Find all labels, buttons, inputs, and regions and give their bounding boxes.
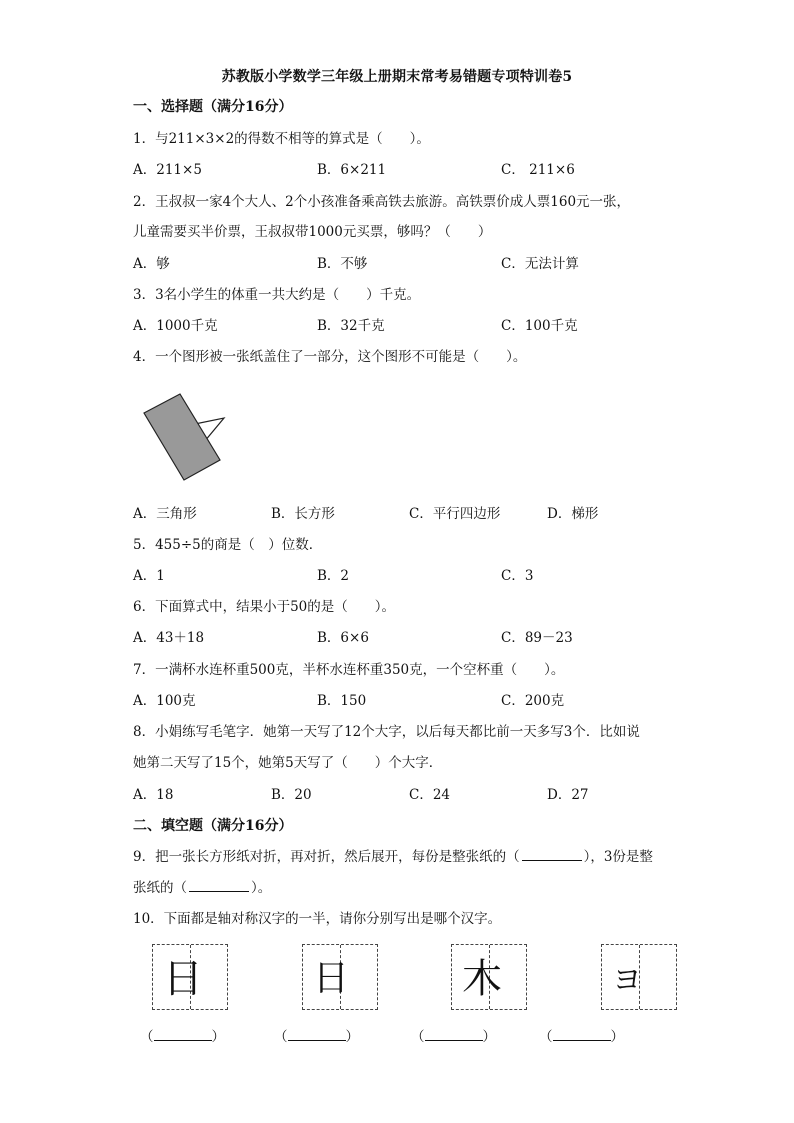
section-heading-fill: 二、填空题（满分16分） bbox=[133, 818, 293, 834]
paren-close: ） bbox=[610, 1029, 624, 1045]
answer-blank-4[interactable] bbox=[539, 1025, 624, 1045]
question-7: 7．一满杯水连杯重500克，半杯水连杯重350克，一个空杯重（ ）。 bbox=[133, 662, 565, 678]
question-3: 3．3名小学生的体重一共大约是（ ）千克。 bbox=[133, 287, 421, 303]
q3-option-b[interactable]: B．32千克 bbox=[317, 318, 385, 334]
paren-close: ） bbox=[482, 1029, 496, 1045]
q4-option-b[interactable]: B．长方形 bbox=[271, 506, 335, 522]
q8-option-d[interactable]: D．27 bbox=[547, 787, 589, 803]
half-character-2: 日 bbox=[313, 958, 350, 999]
covered-shape-figure bbox=[140, 390, 230, 485]
q1-option-a[interactable]: A．211×5 bbox=[133, 162, 202, 178]
question-2-line-2: 儿童需要买半价票，王叔叔带1000元买票，够吗？（ ） bbox=[133, 224, 492, 240]
question-9-line-1 bbox=[133, 848, 653, 866]
paren-open: （ bbox=[411, 1029, 425, 1045]
q5-option-b[interactable]: B．2 bbox=[317, 568, 350, 584]
section-heading-choice: 一、选择题（满分16分） bbox=[133, 99, 293, 115]
half-character-box-4 bbox=[601, 944, 677, 1010]
answer-blank-1[interactable] bbox=[140, 1025, 225, 1045]
q9-blank-1[interactable] bbox=[522, 848, 582, 861]
question-8-line-2: 她第二天写了15个，她第5天写了（ ）个大字． bbox=[133, 755, 443, 771]
answer-underline bbox=[154, 1028, 212, 1041]
q2-option-b[interactable]: B．不够 bbox=[317, 256, 368, 272]
question-1: 1．与211×3×2的得数不相等的算式是（ ）。 bbox=[133, 131, 430, 147]
q8-option-a[interactable]: A．18 bbox=[133, 787, 174, 803]
q4-option-d[interactable]: D．梯形 bbox=[547, 506, 599, 522]
half-character-box-1 bbox=[152, 944, 228, 1010]
page-title: 苏教版小学数学三年级上册期末常考易错题专项特训卷5 bbox=[221, 69, 573, 85]
question-10: 10．下面都是轴对称汉字的一半，请你分别写出是哪个汉字。 bbox=[133, 911, 502, 927]
q9-text-end: ）。 bbox=[251, 880, 272, 896]
paren-open: （ bbox=[274, 1029, 288, 1045]
half-character-box-3 bbox=[451, 944, 527, 1010]
q8-option-c[interactable]: C．24 bbox=[409, 787, 451, 803]
half-character-box-2 bbox=[302, 944, 378, 1010]
q2-option-a[interactable]: A．够 bbox=[133, 256, 170, 272]
q5-option-c[interactable]: C．3 bbox=[501, 568, 534, 584]
question-8-line-1: 8．小娟练写毛笔字．她第一天写了12个大字，以后每天都比前一天多写3个．比如说 bbox=[133, 724, 640, 740]
question-6: 6．下面算式中，结果小于50的是（ ）。 bbox=[133, 599, 396, 615]
paren-close: ） bbox=[345, 1029, 359, 1045]
question-4: 4．一个图形被一张纸盖住了一部分，这个图形不可能是（ ）。 bbox=[133, 349, 527, 365]
q7-option-c[interactable]: C．200克 bbox=[501, 693, 565, 709]
answer-underline bbox=[425, 1028, 483, 1041]
half-character-4: ヨ bbox=[612, 963, 642, 998]
q6-option-b[interactable]: B．6×6 bbox=[317, 630, 369, 646]
half-character-1: 日 bbox=[163, 956, 203, 1002]
q5-option-a[interactable]: A．1 bbox=[133, 568, 165, 584]
q7-option-b[interactable]: B．150 bbox=[317, 693, 367, 709]
answer-underline bbox=[553, 1028, 611, 1041]
q7-option-a[interactable]: A．100克 bbox=[133, 693, 196, 709]
answer-blank-3[interactable] bbox=[411, 1025, 496, 1045]
half-character-3: 木 bbox=[462, 956, 502, 1002]
q1-option-b[interactable]: B．6×211 bbox=[317, 162, 387, 178]
paren-open: （ bbox=[140, 1029, 154, 1045]
question-2-line-1: 2．王叔叔一家4个大人、2个小孩准备乘高铁去旅游。高铁票价成人票160元一张， bbox=[133, 194, 631, 210]
question-5: 5．455÷5的商是（ ）位数． bbox=[133, 537, 323, 553]
q3-option-a[interactable]: A．1000千克 bbox=[133, 318, 218, 334]
q9-blank-2[interactable] bbox=[189, 879, 249, 892]
q8-option-b[interactable]: B．20 bbox=[271, 787, 312, 803]
q6-option-a[interactable]: A．43＋18 bbox=[133, 630, 205, 646]
q3-option-c[interactable]: C．100千克 bbox=[501, 318, 578, 334]
q4-option-a[interactable]: A．三角形 bbox=[133, 506, 197, 522]
q9-text-mid: ），3份是整 bbox=[583, 849, 653, 865]
q6-option-c[interactable]: C．89－23 bbox=[501, 630, 573, 646]
paren-open: （ bbox=[539, 1029, 553, 1045]
answer-blank-2[interactable] bbox=[274, 1025, 359, 1045]
q2-option-c[interactable]: C．无法计算 bbox=[501, 256, 579, 272]
q9-text-line2-start: 张纸的（ bbox=[133, 880, 187, 896]
q4-option-c[interactable]: C．平行四边形 bbox=[409, 506, 501, 522]
q1-option-c[interactable]: C． 211×6 bbox=[501, 162, 575, 178]
paren-close: ） bbox=[211, 1029, 225, 1045]
q9-text-start: 9．把一张长方形纸对折，再对折，然后展开，每份是整张纸的（ bbox=[133, 849, 520, 865]
question-9-line-2 bbox=[133, 879, 271, 897]
answer-underline bbox=[288, 1028, 346, 1041]
